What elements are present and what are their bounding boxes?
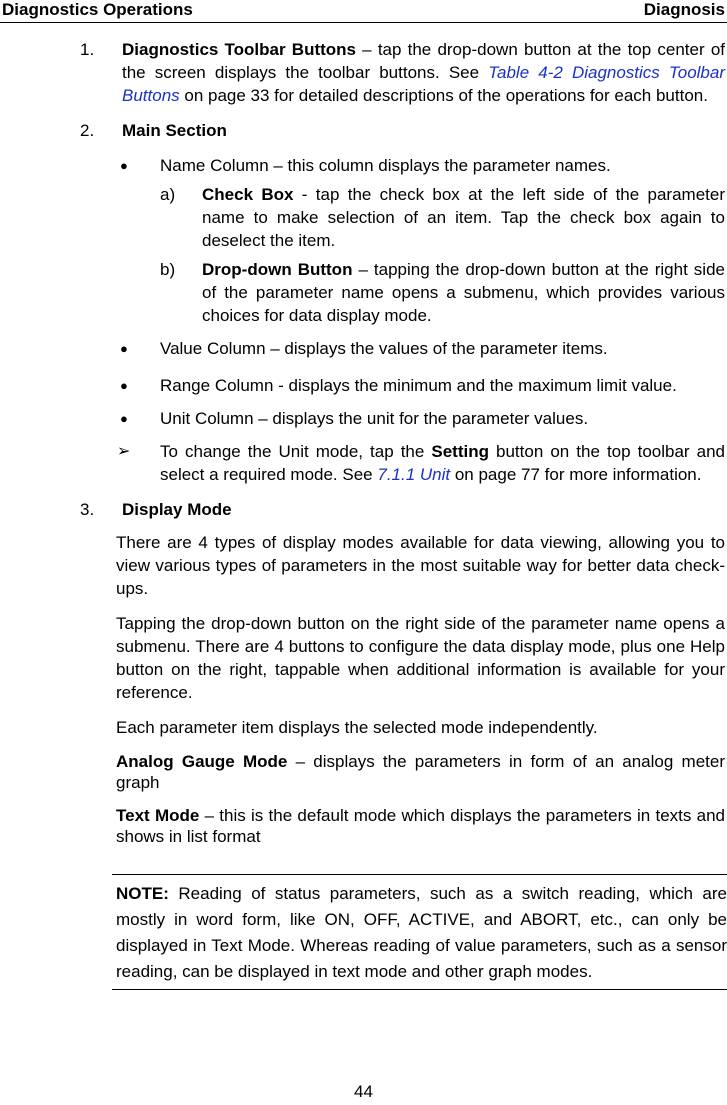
cross-reference-link[interactable]: Table 4-2 Diagnostics Toolbar Buttons bbox=[122, 63, 726, 105]
tip-change-unit-mode bbox=[117, 440, 725, 486]
tip-bold: Setting bbox=[431, 442, 489, 461]
sub-item-check-box bbox=[160, 183, 725, 252]
sub-item-text: – tapping the drop-down button at the right side of the parameter name opens a submenu, which provides various choices for data display mode. bbox=[202, 260, 725, 325]
sub-item-heading: Drop-down Button bbox=[202, 260, 353, 279]
bullet-name-column bbox=[120, 154, 725, 177]
note-box bbox=[112, 874, 727, 990]
bullet-text: Name Column – this column displays the parameter names. bbox=[160, 156, 611, 175]
sub-item-letter: a) bbox=[160, 185, 176, 204]
section-heading: Main Section bbox=[122, 121, 227, 140]
mode-name: Text Mode bbox=[116, 806, 200, 825]
page-content bbox=[0, 38, 727, 847]
item-number: 3. bbox=[80, 500, 95, 519]
note-text: Reading of status parameters, such as a switch reading, which are mostly in word form, like ON, OFF, ACTIVE, and ABORT, etc., can only be displayed in Text Mode. Whereas reading of value parameters, such as a sensor reading, can be displayed in text mode and other graph modes. bbox=[116, 884, 727, 981]
item-heading bbox=[122, 498, 725, 521]
paragraph-text-mode bbox=[116, 805, 725, 847]
item-heading: Diagnostics Toolbar Buttons bbox=[122, 40, 356, 59]
item-text: – tap the drop-down button at the top center of the screen displays the toolbar buttons. See bbox=[122, 40, 725, 82]
header-section-title: Diagnostics Operations bbox=[2, 0, 193, 19]
sub-item-dropdown-button bbox=[160, 258, 725, 327]
bullet-text: Range Column - displays the minimum and the maximum limit value. bbox=[160, 376, 677, 395]
item-number: 2. bbox=[80, 121, 95, 140]
sub-item-heading: Check Box bbox=[202, 185, 294, 204]
bullet-icon: ● bbox=[120, 378, 128, 393]
tip-text-cont: button on the top toolbar and select a required mode. See bbox=[160, 442, 725, 484]
sub-item-letter: b) bbox=[160, 260, 176, 279]
mode-description: – displays the parameters in form of an analog meter graph bbox=[116, 752, 725, 792]
list-item-display-mode bbox=[0, 498, 727, 521]
bullet-text: Value Column – displays the values of the parameter items. bbox=[160, 339, 608, 358]
bullet-icon: ● bbox=[120, 158, 128, 173]
page-header bbox=[0, 0, 727, 23]
page-number: 44 bbox=[354, 1082, 373, 1101]
bullet-value-column bbox=[120, 337, 725, 360]
bullet-unit-column bbox=[120, 407, 725, 430]
item-heading bbox=[122, 119, 725, 142]
tip-text-end: on page 77 for more information. bbox=[450, 465, 702, 484]
item-text-cont: on page 33 for detailed descriptions of the operations for each button. bbox=[179, 86, 708, 105]
bullet-icon: ● bbox=[120, 411, 128, 426]
mode-name: Analog Gauge Mode bbox=[116, 752, 288, 771]
paragraph-analog-gauge-mode bbox=[116, 751, 725, 793]
bullet-icon: ● bbox=[120, 341, 128, 356]
cross-reference-link[interactable]: 7.1.1 Unit bbox=[377, 465, 451, 484]
header-chapter-title: Diagnosis bbox=[643, 0, 725, 19]
list-item-main-section bbox=[0, 119, 727, 142]
paragraph-independent-mode: Each parameter item displays the selected mode independently. bbox=[116, 718, 598, 737]
bullet-text: Unit Column – displays the unit for the parameter values. bbox=[160, 409, 589, 428]
tip-text: To change the Unit mode, tap the bbox=[160, 442, 432, 461]
section-heading: Display Mode bbox=[122, 500, 232, 519]
bullet-range-column bbox=[120, 372, 725, 399]
paragraph-display-modes: There are 4 types of display modes available for data viewing, allowing you to view various types of parameters in the most suitable way for better data check-ups. bbox=[116, 533, 725, 598]
paragraph-dropdown-submenu: Tapping the drop-down button on the right side of the parameter name opens a submenu. There are 4 buttons to configure the data display mode, plus one Help button on the right, tappable when additional information is available for your reference. bbox=[116, 614, 725, 702]
arrow-icon: ➢ bbox=[117, 443, 131, 460]
list-item-toolbar-buttons bbox=[0, 38, 727, 107]
sub-item-text: - tap the check box at the left side of the parameter name to make selection of an item. Tap the check box again to deselect the item. bbox=[202, 185, 725, 250]
item-number: 1. bbox=[80, 40, 95, 59]
item-body bbox=[122, 38, 725, 107]
mode-description: – this is the default mode which displays the parameters in texts and shows in list format bbox=[116, 806, 725, 846]
note-label: NOTE: bbox=[116, 884, 169, 903]
